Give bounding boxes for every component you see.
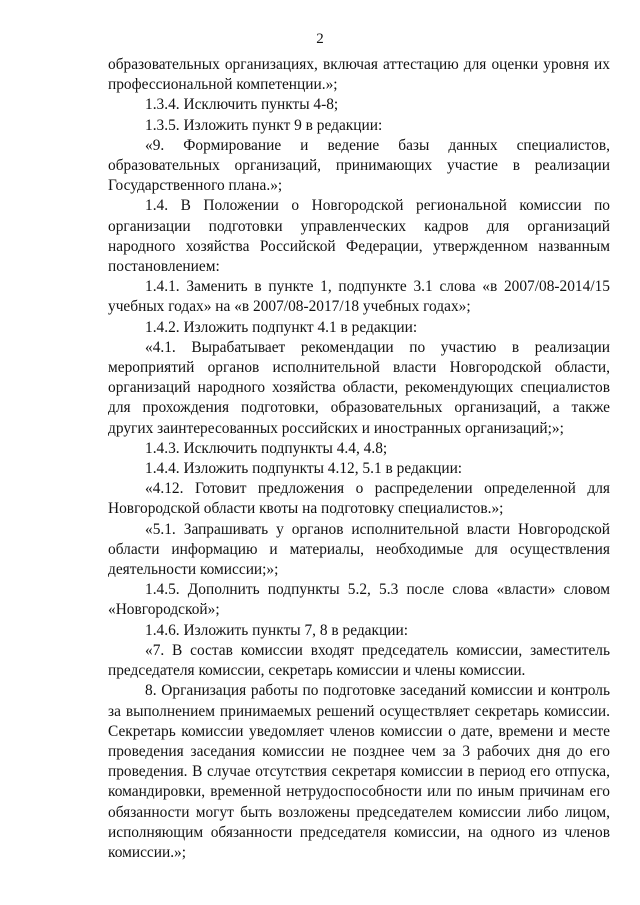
paragraph: 8. Организация работы по подготовке заседаний комиссии и контроль за выполнением принимаемых решений осуществляет секретарь комиссии. Секретарь комиссии уведомляет членов комиссии о дате, времени и месте проведения заседания комиссии не позднее чем за 3 рабочих дня до его проведения. В случае отсутствия секретаря комиссии в период его отпуска, командировки, временной нетрудоспособности или по иным причинам его обязанности могут быть возложены председателем комиссии либо лицом, исполняющим обязанности председателя комиссии, на одного из членов комиссии.»; — [108, 682, 610, 861]
paragraph: 1.4.4. Изложить подпункты 4.12, 5.1 в редакции: — [145, 460, 463, 478]
paragraph: «4.12. Готовит предложения о распределении определенной для Новгородской области квоты на подготовку специалистов.»; — [108, 480, 610, 518]
paragraph: «9. Формирование и ведение базы данных специалистов, образовательных организаций, принимающих участие в реализации Государственного плана.»; — [108, 136, 610, 195]
paragraph: 1.4.5. Дополнить подпункты 5.2, 5.3 после слова «власти» словом «Новгородской»; — [108, 581, 610, 619]
paragraph: 1.4. В Положении о Новгородской региональной комиссии по организации подготовки управленческих кадров для организаций народного хозяйства Российской Федерации, утвержденном названным постановлением: — [108, 197, 610, 276]
paragraph: «7. В состав комиссии входят председатель комиссии, заместитель председателя комиссии, секретарь комиссии и члены комиссии. — [108, 641, 610, 680]
paragraph: 1.4.3. Исключить подпункты 4.4, 4.8; — [145, 439, 388, 457]
paragraph: 1.3.4. Исключить пункты 4-8; — [145, 96, 339, 114]
paragraph: 1.3.5. Изложить пункт 9 в редакции: — [145, 116, 383, 134]
paragraph: образовательных организациях, включая аттестацию для оценки уровня их профессиональной компетенции.»; — [108, 56, 610, 94]
paragraph: 1.4.2. Изложить подпункт 4.1 в редакции: — [145, 318, 418, 336]
paragraph: «5.1. Запрашивать у органов исполнительной власти Новгородской области информацию и материалы, необходимые для осуществления деятельности комиссии;»; — [108, 520, 610, 579]
paragraph: 1.4.6. Изложить пункты 7, 8 в редакции: — [145, 621, 408, 639]
paragraph: 1.4.1. Заменить в пункте 1, подпункте 3.1 слова «в 2007/08-2014/15 учебных годах» на «в 2007/08-2017/18 учебных годах»; — [108, 278, 610, 316]
page-number: 2 — [316, 31, 324, 47]
document-body — [108, 55, 610, 863]
paragraph: «4.1. Вырабатывает рекомендации по участию в реализации мероприятий органов исполнительной власти Новгородской области, организаций народного хозяйства области, рекомендующих специалистов для прохождения подготовки, образовательных организаций, а также других заинтересованных российских и иностранных организаций;»; — [108, 338, 610, 437]
